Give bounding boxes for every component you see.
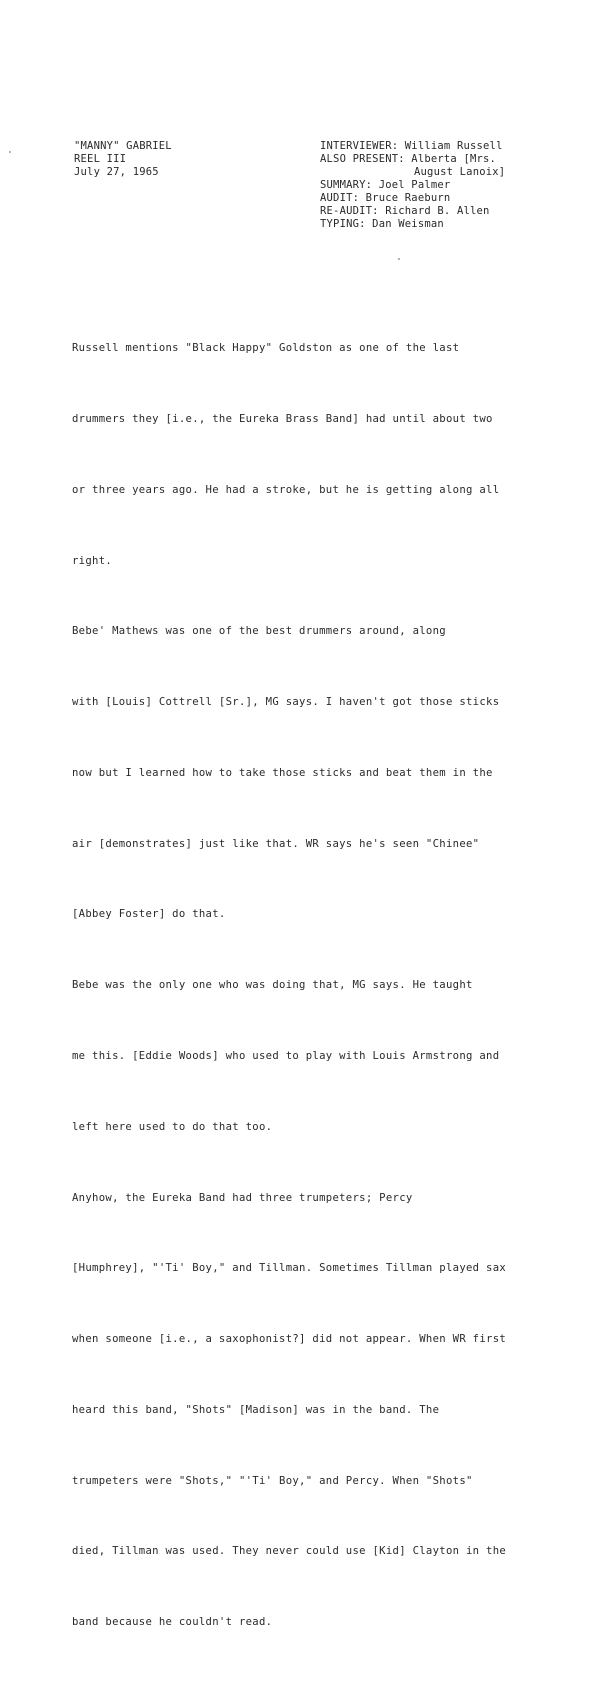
transcript-body <box>72 290 544 1682</box>
audit-line: AUDIT: Bruce Raeburn <box>320 192 451 204</box>
reel-number: REEL III <box>74 153 127 165</box>
body-line: Anyhow, the Eureka Band had three trumpeters; Percy <box>72 1191 413 1204</box>
re-audit-line: RE-AUDIT: Richard B. Allen <box>320 205 490 217</box>
body-line: when someone [i.e., a saxophonist?] did not appear. When WR first <box>72 1333 507 1346</box>
body-line: died, Tillman was used. They never could use [Kid] Clayton in the <box>72 1545 507 1558</box>
header-left-block <box>74 140 172 179</box>
summary-line: SUMMARY: Joel Palmer <box>320 179 451 191</box>
also-present-line: ALSO PRESENT: Alberta [Mrs. <box>320 153 497 165</box>
body-line: now but I learned how to take those sticks and beat them in the <box>72 766 493 779</box>
body-line: with [Louis] Cottrell [Sr.], MG says. I haven't got those sticks <box>72 696 500 709</box>
typing-line: TYPING: Dan Weisman <box>320 218 444 230</box>
body-line: left here used to do that too. <box>72 1120 273 1133</box>
also-present-continued: August Lanoix] <box>414 166 506 178</box>
body-line: or three years ago. He had a stroke, but he is getting along all <box>72 483 500 496</box>
body-line: me this. [Eddie Woods] who used to play with Louis Armstrong and <box>72 1050 500 1062</box>
body-line: Bebe' Mathews was one of the best drummers around, along <box>72 625 446 638</box>
body-line: trumpeters were "Shots," "'Ti' Boy," and Percy. When "Shots" <box>72 1474 473 1487</box>
scan-speck <box>398 258 400 260</box>
body-line: Russell mentions "Black Happy" Goldston as one of the last <box>72 342 460 355</box>
scan-speck <box>9 151 11 153</box>
interviewee-name: "MANNY" GABRIEL <box>74 140 172 152</box>
body-line: right. <box>72 554 113 567</box>
body-line: band because he couldn't read. <box>72 1616 273 1629</box>
header-right-block <box>320 140 505 231</box>
body-line: drummers they [i.e., the Eureka Brass Band] had until about two <box>72 412 493 425</box>
body-line: Bebe was the only one who was doing that, MG says. He taught <box>72 979 473 992</box>
body-line: heard this band, "Shots" [Madison] was in the band. The <box>72 1403 440 1416</box>
body-line: air [demonstrates] just like that. WR says he's seen "Chinee" <box>72 837 480 850</box>
interview-date: July 27, 1965 <box>74 166 159 178</box>
body-line: [Abbey Foster] do that. <box>72 908 226 921</box>
body-line: [Humphrey], "'Ti' Boy," and Tillman. Sometimes Tillman played sax <box>72 1262 507 1275</box>
interviewer-line: INTERVIEWER: William Russell <box>320 140 503 152</box>
